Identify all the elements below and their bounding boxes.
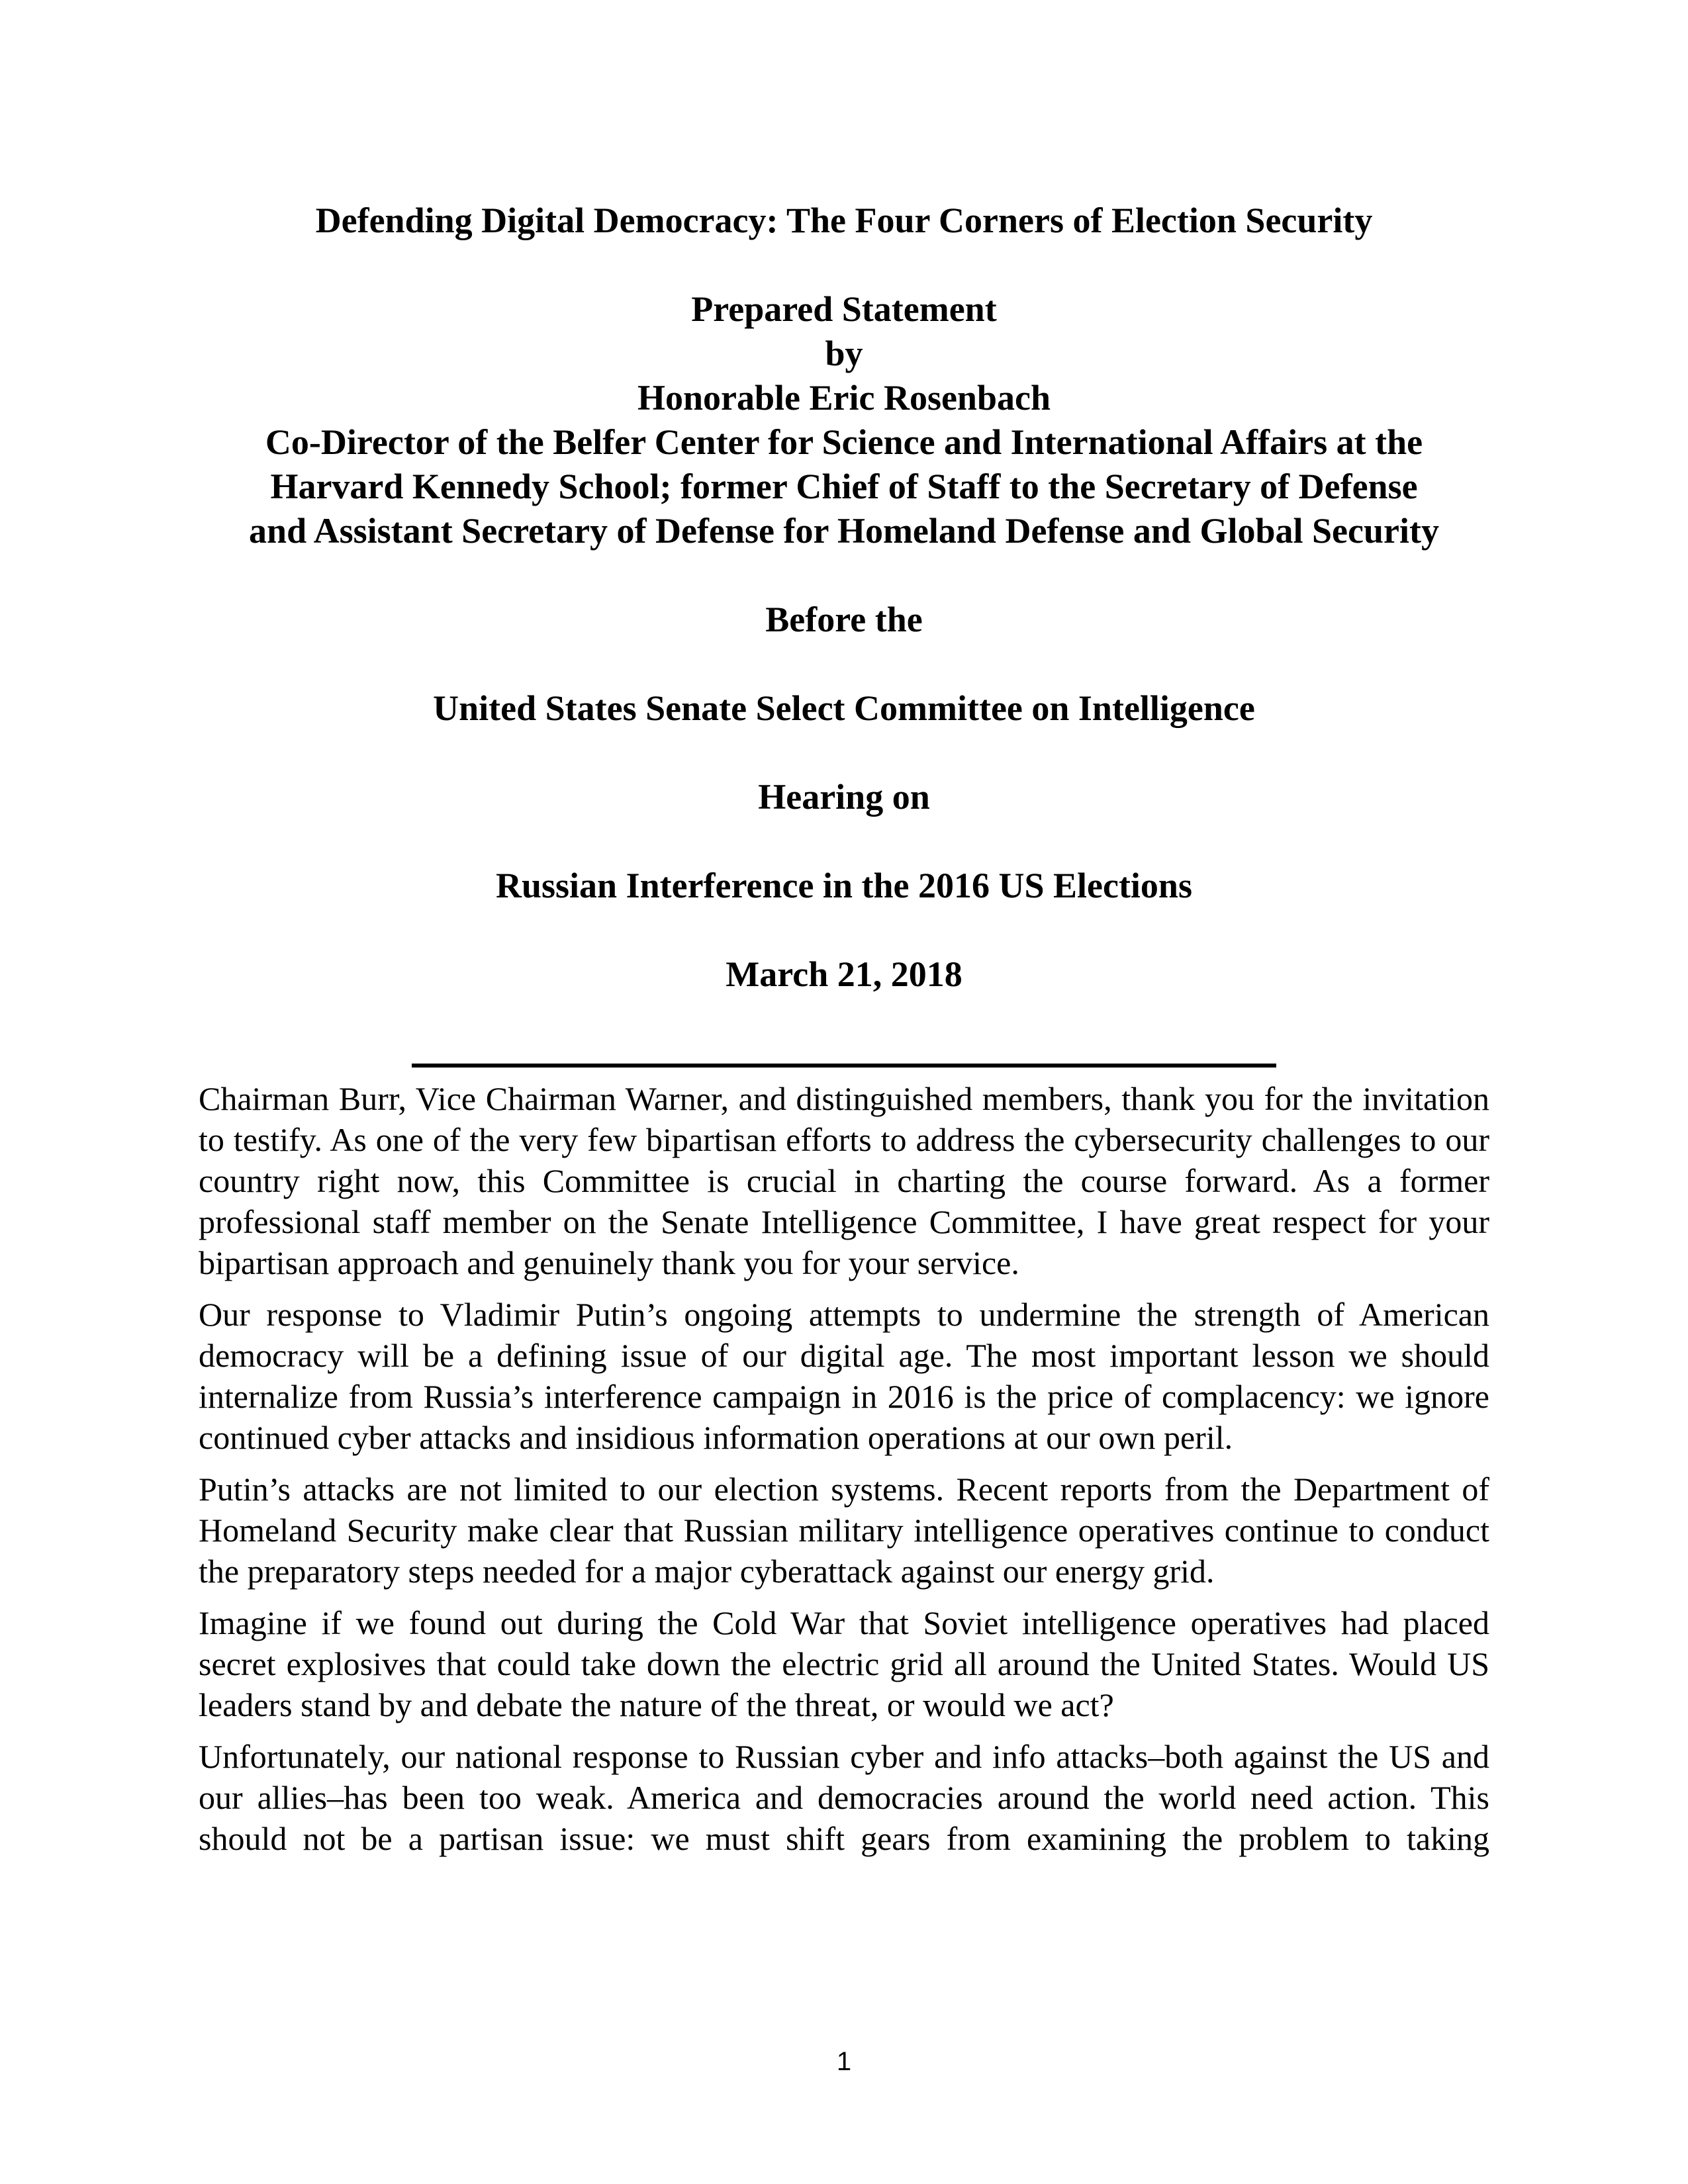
statement-body bbox=[199, 1078, 1489, 1859]
committee-name: United States Senate Select Committee on Intelligence bbox=[433, 688, 1255, 728]
paragraph-1: Chairman Burr, Vice Chairman Warner, and distinguished members, thank you for the invitation to testify. As one of the very few bipartisan efforts to address the cybersecurity challenges to our country right now, this Committee is crucial in charting the course forward. As a former professional staff member on the Senate Intelligence Committee, I have great respect for your bipartisan approach and genuinely thank you for your service. bbox=[199, 1080, 1489, 1281]
by-label: by bbox=[825, 334, 863, 373]
separator-rule bbox=[412, 1064, 1276, 1068]
author-title-line-1: Co-Director of the Belfer Center for Science and International Affairs at the bbox=[265, 422, 1423, 462]
paragraph-4: Imagine if we found out during the Cold War that Soviet intelligence operatives had placed secret explosives that could take down the electric grid all around the United States. Would US leaders stand by and debate the nature of the threat, or would we act? bbox=[199, 1604, 1489, 1723]
author-name: Honorable Eric Rosenbach bbox=[637, 378, 1051, 418]
author-title-line-2: Harvard Kennedy School; former Chief of Staff to the Secretary of Defense bbox=[270, 467, 1418, 506]
paragraph-2: Our response to Vladimir Putin’s ongoing attempts to undermine the strength of American democracy will be a defining issue of our digital age. The most important lesson we should internalize from Russia’s interference campaign in 2016 is the price of complacency: we ignore continued cyber attacks and insidious information operations at our own peril. bbox=[199, 1296, 1489, 1456]
document-title: Defending Digital Democracy: The Four Corners of Election Security bbox=[315, 201, 1373, 240]
hearing-date: March 21, 2018 bbox=[726, 954, 962, 994]
author-title-line-3: and Assistant Secretary of Defense for Homeland Defense and Global Security bbox=[249, 511, 1439, 551]
hearing-subject: Russian Interference in the 2016 US Elections bbox=[496, 866, 1192, 905]
statement-label: Prepared Statement bbox=[691, 289, 997, 329]
hearing-label: Hearing on bbox=[758, 777, 930, 817]
page-number: 1 bbox=[836, 2047, 852, 2076]
paragraph-5: Unfortunately, our national response to Russian cyber and info attacks–both against the US and our allies–has been too weak. America and democracies around the world need action. This should not be a partisan issue: we must shift gears from examining the problem to taking bbox=[199, 1738, 1489, 1857]
paragraph-3: Putin’s attacks are not limited to our election systems. Recent reports from the Department of Homeland Security make clear that Russian military intelligence operatives continue to conduct the preparatory steps needed for a major cyberattack against our energy grid. bbox=[199, 1471, 1489, 1590]
before-label: Before the bbox=[765, 600, 923, 639]
